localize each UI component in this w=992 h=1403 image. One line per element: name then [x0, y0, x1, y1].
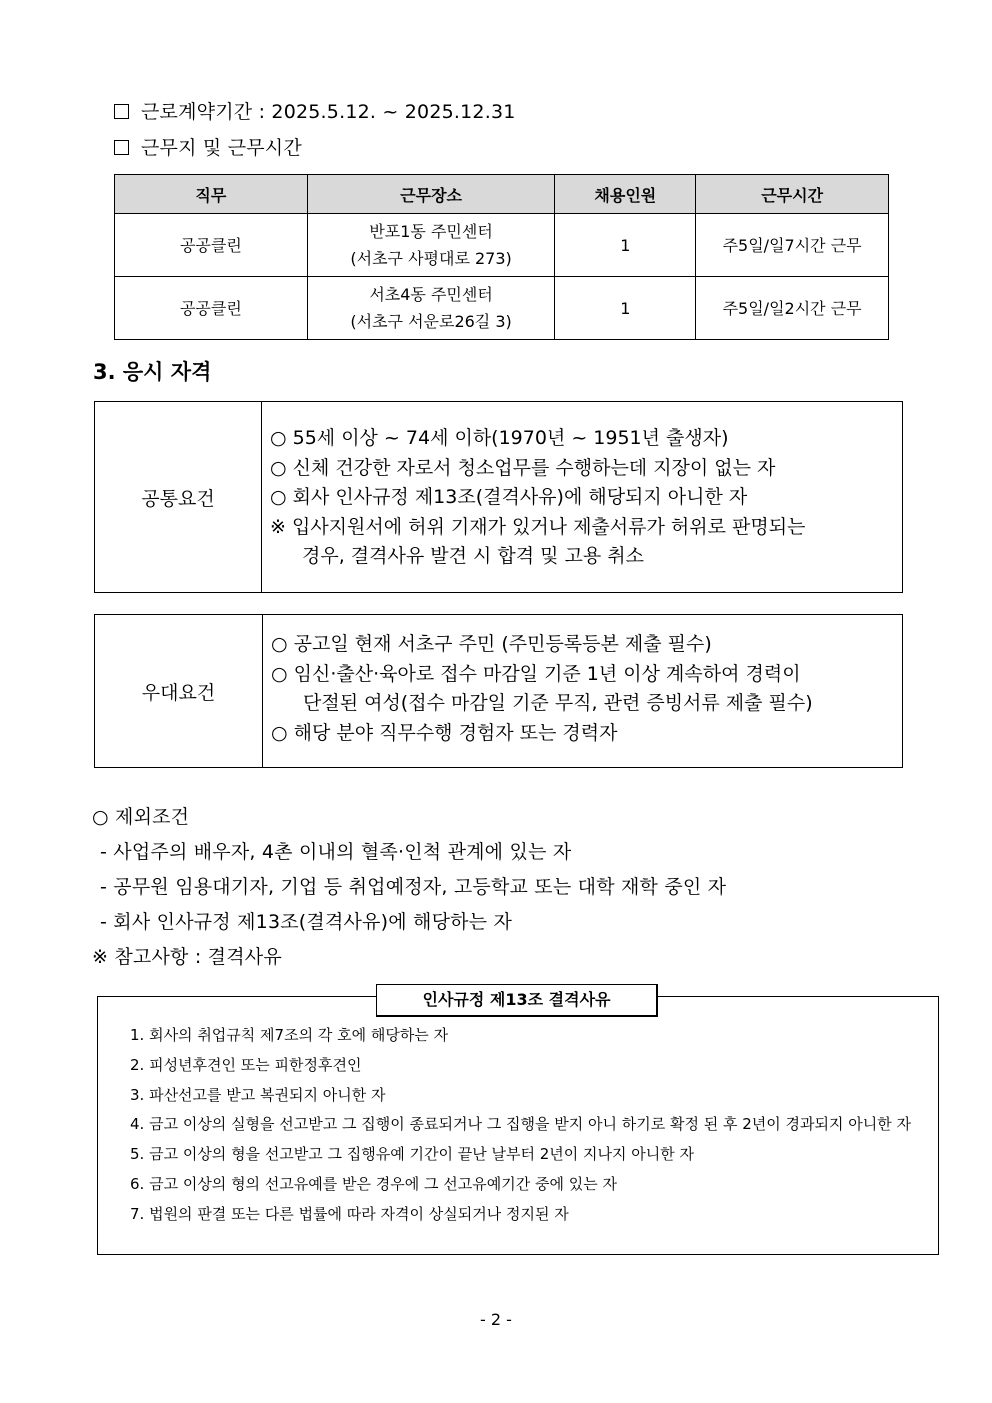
place-name: 반포1동 주민센터	[369, 222, 493, 241]
common-requirements-box	[94, 401, 903, 593]
preferred-requirements-box	[94, 614, 903, 768]
checkbox-square-icon	[114, 104, 129, 119]
cell-job: 공공클린	[115, 214, 308, 277]
header-hours: 근무시간	[696, 175, 889, 214]
header-job: 직무	[115, 175, 308, 214]
exclusion-item: - 사업주의 배우자, 4촌 이내의 혈족·인척 관계에 있는 자	[100, 841, 572, 863]
section-title: 3. 응시 자격	[93, 360, 212, 384]
exclusion-item: - 회사 인사규정 제13조(결격사유)에 해당하는 자	[100, 911, 513, 933]
list-item: 3. 파산선고를 받고 복권되지 아니한 자	[130, 1086, 386, 1104]
cell-place	[307, 277, 555, 340]
workplace-text: 근무지 및 근무시간	[141, 137, 302, 159]
preferred-requirements-list	[263, 615, 813, 767]
list-item: 4. 금고 이상의 실형을 선고받고 그 집행이 종료되거나 그 집행을 받지 아니 하기로 확정 된 후 2년이 경과되지 아니한 자	[130, 1115, 911, 1133]
list-item: 2. 피성년후견인 또는 피한정후견인	[130, 1056, 362, 1074]
contract-period-line	[114, 97, 516, 124]
place-address: (서초구 사평대로 273)	[350, 249, 512, 268]
list-item: ○ 회사 인사규정 제13조(결격사유)에 해당되지 아니한 자	[270, 486, 748, 508]
place-address: (서초구 서운로26길 3)	[350, 312, 512, 331]
list-item: ○ 신체 건강한 자로서 청소업무를 수행하는데 지장이 없는 자	[270, 456, 776, 479]
list-item: 7. 법원의 판결 또는 다른 법률에 따라 자격이 상실되거나 정지된 자	[130, 1205, 569, 1223]
common-requirements-label: 공통요건	[95, 402, 262, 592]
list-item: 경우, 결격사유 발견 시 합격 및 고용 취소	[302, 545, 644, 567]
list-item: ○ 해당 분야 직무수행 경험자 또는 경력자	[271, 721, 618, 744]
table-row	[115, 277, 889, 340]
cell-hours: 주5일/일2시간 근무	[696, 277, 889, 340]
list-item: 1. 회사의 취업규칙 제7조의 각 호에 해당하는 자	[130, 1026, 449, 1044]
list-item: ○ 임신·출산·육아로 접수 마감일 기준 1년 이상 계속하여 경력이	[271, 662, 801, 685]
cell-count: 1	[555, 277, 696, 340]
cell-place	[307, 214, 555, 277]
cell-job: 공공클린	[115, 277, 308, 340]
list-item: ○ 공고일 현재 서초구 주민 (주민등록등본 제출 필수)	[271, 633, 712, 655]
list-item: ※ 입사지원서에 허위 기재가 있거나 제출서류가 허위로 판명되는	[270, 515, 806, 538]
list-item: ○ 55세 이상 ~ 74세 이하(1970년 ~ 1951년 출생자)	[270, 427, 729, 449]
table-header-row	[115, 175, 889, 214]
list-item: 5. 금고 이상의 형을 선고받고 그 집행유예 기간이 끝난 날부터 2년이 지나지 아니한 자	[130, 1145, 695, 1163]
place-name: 서초4동 주민센터	[369, 285, 493, 304]
common-requirements-list	[262, 402, 805, 592]
preferred-requirements-label: 우대요건	[95, 615, 263, 767]
table-row	[115, 214, 889, 277]
page-number: - 2 -	[480, 1310, 512, 1329]
list-item: 6. 금고 이상의 형의 선고유예를 받은 경우에 그 선고유예기간 중에 있는 자	[130, 1175, 617, 1193]
work-location-table	[114, 174, 889, 340]
workplace-line	[114, 133, 302, 160]
contract-period-text: 근로계약기간 : 2025.5.12. ~ 2025.12.31	[141, 101, 516, 123]
reference-note: ※ 참고사항 : 결격사유	[92, 946, 282, 968]
header-place: 근무장소	[307, 175, 555, 214]
rules-list	[130, 1020, 930, 1229]
exclusion-item: - 공무원 임용대기자, 기업 등 취업예정자, 고등학교 또는 대학 재학 중인 자	[100, 876, 727, 898]
list-item: 단절된 여성(접수 마감일 기준 무직, 관련 증빙서류 제출 필수)	[303, 692, 813, 714]
rules-title: 인사규정 제13조 결격사유	[376, 984, 658, 1017]
cell-hours: 주5일/일7시간 근무	[696, 214, 889, 277]
header-count: 채용인원	[555, 175, 696, 214]
checkbox-square-icon	[114, 140, 129, 155]
exclusion-title: ○ 제외조건	[92, 806, 190, 828]
cell-count: 1	[555, 214, 696, 277]
